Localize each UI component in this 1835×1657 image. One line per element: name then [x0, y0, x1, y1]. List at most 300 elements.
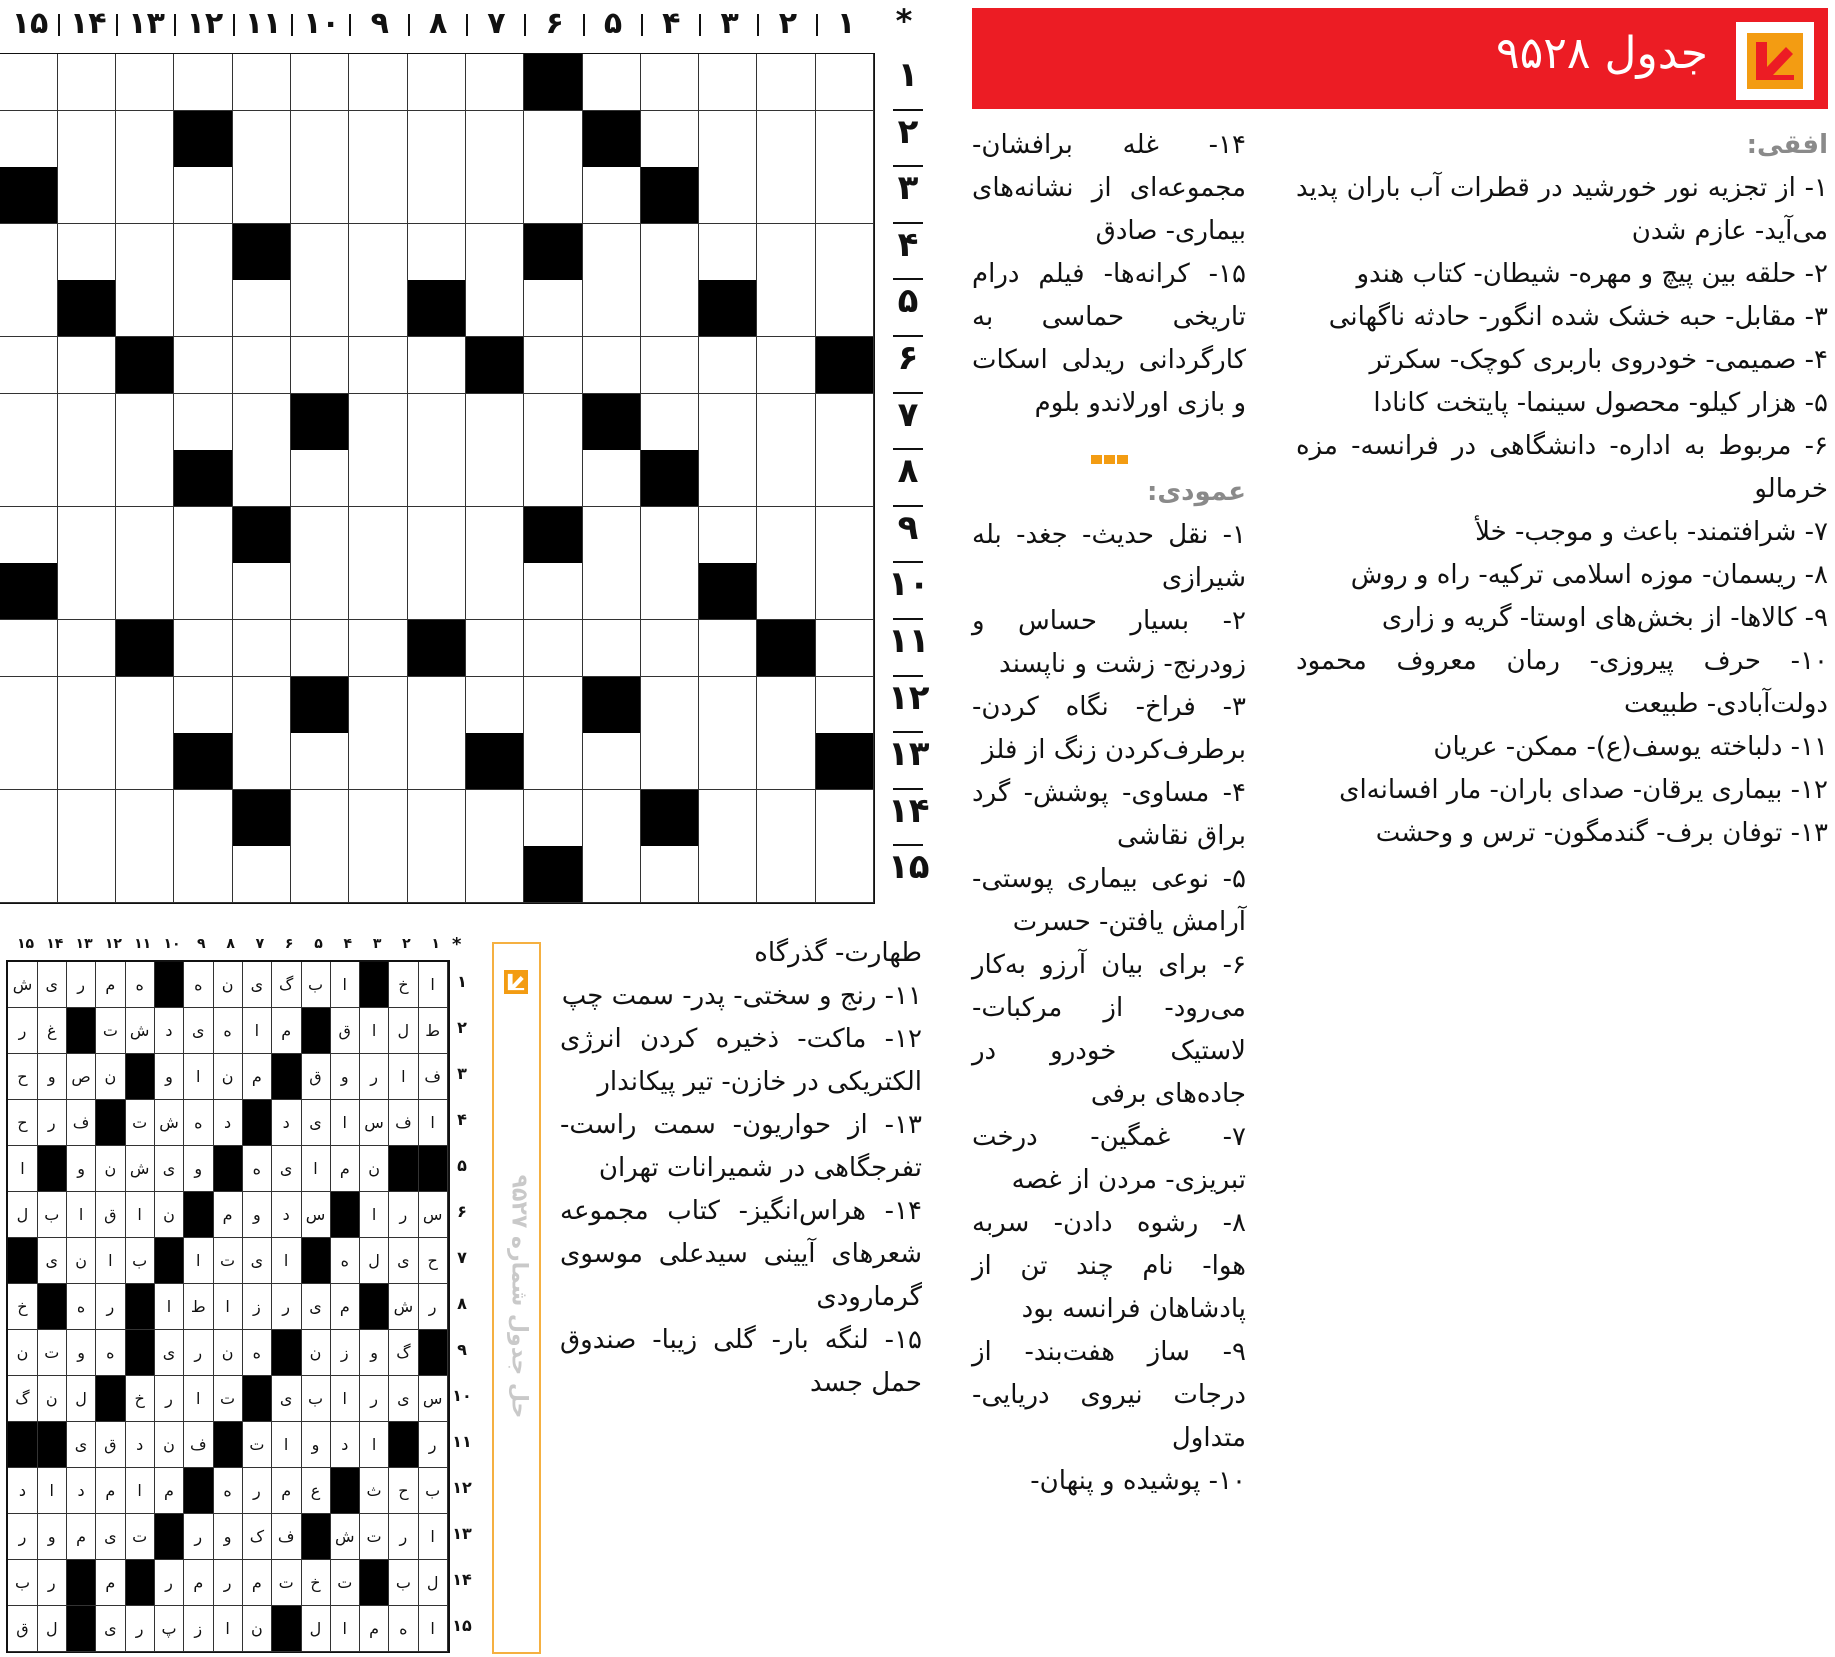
grid-cell [57, 507, 116, 564]
solution-cell: و [37, 1514, 67, 1560]
solution-cell: ا [330, 1376, 360, 1422]
solution-cell: ح [8, 1100, 38, 1146]
solution-row-number: ۴ [457, 1110, 467, 1129]
solution-cell: ش [125, 1008, 155, 1054]
solution-cell: ر [184, 1514, 214, 1560]
grid-cell [582, 280, 641, 337]
solution-cell: ا [330, 1606, 360, 1652]
solution-cell: ی [96, 1606, 126, 1652]
grid-cell [815, 790, 874, 847]
solution-cell: ب [8, 1560, 38, 1606]
grid-cell [640, 677, 699, 734]
solution-cell [37, 1422, 67, 1468]
grid-cell [116, 733, 175, 790]
grid-cell [407, 111, 466, 168]
row-separator [893, 335, 923, 337]
solution-cell [155, 1238, 185, 1284]
grid-cell [0, 280, 58, 337]
clue-text: طهارت- گذرگاه [754, 938, 922, 968]
solution-cell: س [360, 1100, 390, 1146]
solution-row-number: ۲ [457, 1018, 467, 1037]
solution-column-number: ۱۳ [75, 936, 93, 952]
grid-cell [699, 620, 758, 677]
solution-column-number: ۳ [372, 936, 382, 952]
solution-cell: ف [272, 1514, 302, 1560]
row-number: ۱۲ [888, 677, 930, 718]
solution-cell: ه [243, 1330, 273, 1376]
solution-cell: ر [8, 1514, 38, 1560]
grid-cell [232, 450, 291, 507]
grid-cell [524, 394, 583, 451]
grid-cell [407, 733, 466, 790]
solution-cell: ت [272, 1560, 302, 1606]
solution-cell: ن [301, 1330, 331, 1376]
grid-cell [174, 450, 233, 507]
solution-cell: م [330, 1284, 360, 1330]
solution-cell: ا [389, 1054, 419, 1100]
solution-cell: ز [184, 1606, 214, 1652]
solution-cell: خ [389, 962, 419, 1008]
solution-cell [125, 1330, 155, 1376]
grid-cell [232, 846, 291, 903]
solution-cell: ن [213, 1054, 243, 1100]
grid-cell [815, 846, 874, 903]
solution-cell: ح [389, 1468, 419, 1514]
solution-cell: ن [360, 1146, 390, 1192]
solution-cell: ا [418, 1606, 448, 1652]
clue-text: ۱۵- لنگه بار- گلی زیبا- صندوق حمل جسد [560, 1325, 922, 1398]
grid-cell [174, 224, 233, 281]
solution-cell: خ [301, 1560, 331, 1606]
solution-cell: ب [125, 1238, 155, 1284]
grid-cell [699, 111, 758, 168]
solution-cell: ل [8, 1192, 38, 1238]
grid-cell [57, 111, 116, 168]
grid-cell [291, 790, 350, 847]
solution-cell: س [301, 1192, 331, 1238]
solution-column-number: ۴ [343, 936, 353, 952]
solution-cell: ی [301, 1284, 331, 1330]
solution-cell [67, 1560, 97, 1606]
grid-cell [232, 54, 291, 111]
solution-cell: ا [184, 1238, 214, 1284]
grid-cell [757, 224, 816, 281]
grid-cell [699, 563, 758, 620]
grid-cell [349, 111, 408, 168]
solution-cell: ط [418, 1008, 448, 1054]
solution-cell: ح [8, 1054, 38, 1100]
solution-cell [272, 1606, 302, 1652]
solution-cell: ا [213, 1284, 243, 1330]
solution-cell: گ [389, 1330, 419, 1376]
grid-cell [582, 507, 641, 564]
row-number: ۸ [897, 451, 919, 492]
grid-cell [116, 677, 175, 734]
solution-cell: م [155, 1468, 185, 1514]
column-number: ۹ [370, 6, 389, 41]
solution-cell [389, 1146, 419, 1192]
grid-cell [699, 790, 758, 847]
solution-cell [96, 1100, 126, 1146]
solution-cell: س [418, 1192, 448, 1238]
solution-cell [125, 1284, 155, 1330]
row-number: ۱۰ [888, 564, 930, 605]
grid-cell [640, 507, 699, 564]
solution-cell: م [213, 1192, 243, 1238]
solution-cell: م [272, 1468, 302, 1514]
solution-cell: ع [301, 1468, 331, 1514]
solution-cell: ر [418, 1284, 448, 1330]
grid-cell [116, 394, 175, 451]
solution-cell [96, 1376, 126, 1422]
grid-cell [640, 337, 699, 394]
solution-cell: ه [213, 1008, 243, 1054]
solution-cell: و [37, 1054, 67, 1100]
solution-cell: م [243, 1560, 273, 1606]
clue-text: ۱۲- بیماری یرقان- صدای باران- مار افسانه‌ای [1339, 775, 1828, 805]
grid-cell [0, 224, 58, 281]
grid-cell [232, 733, 291, 790]
grid-cell [116, 280, 175, 337]
clues-column-2 [972, 124, 1246, 1503]
grid-cell [174, 111, 233, 168]
solution-cell: ا [67, 1192, 97, 1238]
grid-cell [0, 620, 58, 677]
solution-cell: ر [67, 962, 97, 1008]
grid-cell [582, 450, 641, 507]
solution-cell: ا [8, 1146, 38, 1192]
grid-cell [174, 394, 233, 451]
grid-cell [349, 280, 408, 337]
grid-cell [349, 507, 408, 564]
solution-label [492, 942, 541, 1654]
solution-cell: ا [360, 1422, 390, 1468]
grid-cell [0, 54, 58, 111]
solution-cell: ا [272, 1422, 302, 1468]
solution-cell: د [67, 1468, 97, 1514]
clue-text: ۱۱- دلباخته یوسف(ع)- ممکن- عریان [1433, 732, 1828, 762]
grid-cell [582, 733, 641, 790]
solution-row-number: ۱ [457, 972, 467, 991]
row-separator [893, 222, 923, 224]
clue-text: ۸- ریسمان- موزه اسلامی ترکیه- راه و روش [1350, 560, 1828, 590]
solution-cell [418, 1330, 448, 1376]
solution-cell: ا [96, 1238, 126, 1284]
solution-cell: ب [301, 962, 331, 1008]
grid-cell [0, 790, 58, 847]
grid-cell [757, 450, 816, 507]
solution-cell [301, 1238, 331, 1284]
grid-cell [116, 507, 175, 564]
grid-cell [524, 167, 583, 224]
grid-cell [407, 790, 466, 847]
solution-row-number: ۹ [457, 1340, 467, 1359]
clue-text: ۱۴- غله برافشان- مجموعه‌ای از نشانه‌های بیماری- صادق [972, 130, 1246, 246]
row-number: ۱۴ [888, 790, 930, 831]
grid-cell [407, 507, 466, 564]
solution-cell: و [184, 1146, 214, 1192]
solution-cell: ی [301, 1100, 331, 1146]
grid-cell [0, 846, 58, 903]
solution-cell: ی [272, 1146, 302, 1192]
solution-cell: ل [389, 1008, 419, 1054]
column-number: ۱۳ [128, 6, 165, 41]
grid-cell [757, 846, 816, 903]
solution-cell: ر [37, 1560, 67, 1606]
solution-cell: ت [125, 1100, 155, 1146]
solution-cell: ا [125, 1468, 155, 1514]
grid-cell [465, 620, 524, 677]
row-separator [893, 278, 923, 280]
solution-cell: د [8, 1468, 38, 1514]
solution-row-number: ۱۰ [452, 1386, 472, 1405]
solution-cell: م [243, 1054, 273, 1100]
row-number: ۲ [897, 111, 919, 152]
solution-cell: ه [125, 962, 155, 1008]
grid-cell [815, 450, 874, 507]
solution-cell: ر [37, 1100, 67, 1146]
grid-cell [349, 394, 408, 451]
solution-cell: ه [330, 1238, 360, 1284]
column-number: ۱۱ [244, 6, 282, 41]
solution-cell: م [272, 1008, 302, 1054]
grid-cell [757, 111, 816, 168]
solution-cell: ر [389, 1192, 419, 1238]
grid-cell [57, 846, 116, 903]
grid-cell [524, 507, 583, 564]
solution-row-number: ۱۱ [452, 1432, 472, 1451]
row-separator [893, 392, 923, 394]
grid-cell [232, 167, 291, 224]
grid-cell [0, 111, 58, 168]
grid-cell [640, 224, 699, 281]
grid-cell [407, 846, 466, 903]
clue-text: ۱۴- هراس‌انگیز- کتاب مجموعه شعرهای آیینی سیدعلی موسوی گرمارودی [560, 1196, 922, 1312]
solution-cell: ص [67, 1054, 97, 1100]
clue-text: ۱۳- از حواریون- سمت راست- تفرجگاهی در شمیرانات تهران [560, 1110, 922, 1183]
solution-cell: ر [272, 1284, 302, 1330]
grid-cell [349, 846, 408, 903]
solution-corner-star: * [452, 934, 462, 955]
solution-cell: ن [213, 962, 243, 1008]
solution-cell: ت [330, 1560, 360, 1606]
grid-cell [174, 167, 233, 224]
solution-row-number: ۵ [457, 1156, 467, 1175]
row-number: ۷ [897, 394, 919, 435]
grid-cell [291, 677, 350, 734]
solution-cell [418, 1146, 448, 1192]
solution-cell [330, 1468, 360, 1514]
clue-text: ۷- شرافتمند- باعث و موجب- خلأ [1475, 517, 1828, 547]
solution-cell: ا [243, 1008, 273, 1054]
grid-cell [349, 450, 408, 507]
solution-cell: گ [8, 1376, 38, 1422]
grid-cell [291, 733, 350, 790]
solution-cell: س [418, 1376, 448, 1422]
solution-cell: ث [360, 1468, 390, 1514]
solution-cell: ن [243, 1606, 273, 1652]
grid-cell [815, 54, 874, 111]
solution-cell: ن [8, 1330, 38, 1376]
solution-cell: ر [155, 1376, 185, 1422]
solution-cell: ل [301, 1606, 331, 1652]
grid-cell [174, 54, 233, 111]
solution-cell: ل [67, 1376, 97, 1422]
grid-cell [291, 54, 350, 111]
clues-column-3 [560, 932, 922, 1405]
clues-column-1 [1296, 124, 1828, 855]
grid-cell [699, 280, 758, 337]
grid-cell [524, 224, 583, 281]
grid-cell [640, 167, 699, 224]
grid-cell [582, 563, 641, 620]
solution-cell: غ [37, 1008, 67, 1054]
grid-cell [815, 394, 874, 451]
grid-cell [757, 790, 816, 847]
grid-cell [757, 677, 816, 734]
grid-cell [757, 733, 816, 790]
solution-cell: ف [184, 1422, 214, 1468]
grid-cell [524, 790, 583, 847]
grid-cell [174, 677, 233, 734]
row-separator [893, 675, 923, 677]
clue-text: ۶- مربوط به اداره- دانشگاهی در فرانسه- مزه خرمالو [1296, 431, 1828, 504]
solution-cell: د [330, 1422, 360, 1468]
clue-text: ۱۰- پوشیده و پنهان- [1030, 1466, 1246, 1496]
solution-cell: ش [155, 1100, 185, 1146]
grid-cell [465, 394, 524, 451]
grid-cell [291, 620, 350, 677]
grid-cell [524, 677, 583, 734]
grid-cell [465, 54, 524, 111]
grid-cell [0, 450, 58, 507]
grid-cell [640, 563, 699, 620]
grid-cell [582, 394, 641, 451]
grid-cell [815, 167, 874, 224]
solution-cell: ت [37, 1330, 67, 1376]
solution-cell: و [360, 1330, 390, 1376]
grid-cell [57, 394, 116, 451]
solution-cell: ن [155, 1192, 185, 1238]
grid-cell [116, 563, 175, 620]
solution-cell: ل [418, 1560, 448, 1606]
grid-cell [582, 54, 641, 111]
row-number: ۱۱ [888, 621, 930, 661]
solution-cell: ف [418, 1054, 448, 1100]
solution-grid [6, 960, 450, 1653]
clue-text: ۱- از تجزیه نور خورشید در قطرات آب باران پدید می‌آید- عازم شدن [1296, 173, 1828, 246]
solution-cell [37, 1284, 67, 1330]
grid-cell [0, 733, 58, 790]
solution-cell: ن [37, 1376, 67, 1422]
grid-cell [232, 563, 291, 620]
grid-cell [291, 111, 350, 168]
grid-cell [291, 563, 350, 620]
solution-cell [125, 1054, 155, 1100]
grid-cell [640, 733, 699, 790]
row-number: ۳ [897, 168, 919, 209]
column-number: ۲ [778, 6, 798, 41]
solution-cell: ا [330, 962, 360, 1008]
grid-cell [524, 54, 583, 111]
grid-cell [116, 790, 175, 847]
solution-cell: ر [360, 1054, 390, 1100]
dot-icon [1117, 455, 1128, 464]
grid-cell [407, 54, 466, 111]
brand-logo-icon [1736, 22, 1814, 100]
solution-cell: ت [360, 1514, 390, 1560]
grid-cell [407, 450, 466, 507]
grid-cell [757, 507, 816, 564]
grid-cell [349, 733, 408, 790]
solution-cell: ی [67, 1422, 97, 1468]
solution-cell: ه [243, 1146, 273, 1192]
solution-cell: ا [418, 962, 448, 1008]
solution-cell: ر [418, 1422, 448, 1468]
solution-cell: ن [155, 1422, 185, 1468]
grid-cell [757, 563, 816, 620]
column-number: ۶ [545, 6, 564, 41]
solution-cell: ش [389, 1284, 419, 1330]
grid-cell [699, 337, 758, 394]
grid-cell [582, 224, 641, 281]
grid-cell [699, 846, 758, 903]
solution-cell: و [213, 1514, 243, 1560]
grid-cell [291, 224, 350, 281]
solution-cell [330, 1192, 360, 1238]
grid-cell [57, 563, 116, 620]
solution-cell: ح [418, 1238, 448, 1284]
solution-column-number: ۱۱ [134, 936, 152, 952]
grid-cell [349, 790, 408, 847]
clue-text: ۱- نقل حدیث- جغد- بله شیرازی [972, 520, 1246, 593]
clue-text: ۹- ساز هفت‌بند- از درجات نیروی دریایی- متداول [972, 1337, 1246, 1453]
solution-cell: ب [37, 1192, 67, 1238]
clue-text: ۱۵- کرانه‌ها- فیلم درام تاریخی حماسی به کارگردانی ریدلی اسکات و بازی اورلاندو بلوم [972, 259, 1246, 418]
grid-cell [815, 280, 874, 337]
grid-cell [640, 394, 699, 451]
clue-text: ۳- فراخ- نگاه کردن- برطرف‌کردن زنگ از فلز [972, 692, 1246, 765]
grid-cell [57, 224, 116, 281]
grid-cell [57, 677, 116, 734]
grid-cell [465, 280, 524, 337]
column-number: ۸ [428, 6, 448, 41]
solution-cell [389, 1422, 419, 1468]
solution-row-number: ۱۳ [452, 1524, 472, 1543]
solution-row-number: ۸ [457, 1294, 467, 1313]
solution-cell: ش [8, 962, 38, 1008]
solution-cell [213, 1422, 243, 1468]
solution-cell: ه [184, 1100, 214, 1146]
column-number: ۱ [837, 6, 856, 41]
grid-cell [465, 450, 524, 507]
grid-cell [640, 111, 699, 168]
solution-cell: م [360, 1606, 390, 1652]
solution-cell: ر [243, 1468, 273, 1514]
solution-cell [155, 1514, 185, 1560]
solution-cell: ی [37, 1238, 67, 1284]
solution-cell [8, 1422, 38, 1468]
grid-cell [640, 620, 699, 677]
solution-cell: ه [67, 1284, 97, 1330]
grid-cell [407, 280, 466, 337]
solution-cell: ق [96, 1422, 126, 1468]
solution-column-number: ۶ [284, 936, 294, 952]
solution-cell: ر [8, 1008, 38, 1054]
grid-cell [815, 507, 874, 564]
grid-cell [232, 224, 291, 281]
grid-cell [57, 280, 116, 337]
